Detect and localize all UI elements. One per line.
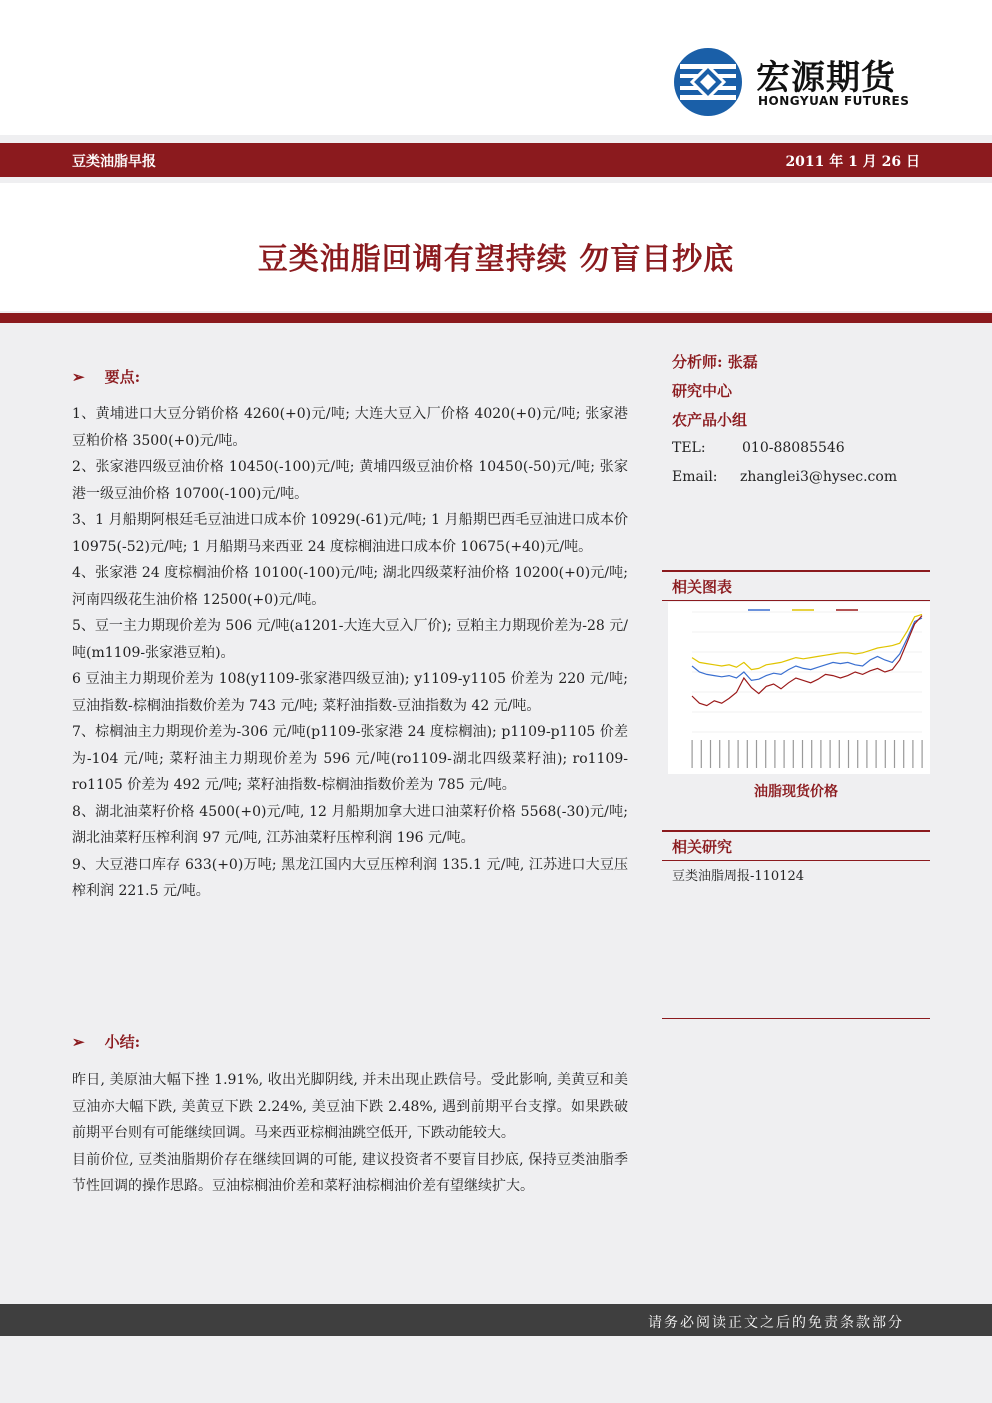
logo-name-en: HONGYUAN FUTURES bbox=[758, 94, 910, 108]
x-tick-mark bbox=[811, 740, 812, 768]
related-research-heading: 相关研究 bbox=[672, 838, 733, 856]
report-header-bar bbox=[0, 143, 992, 177]
x-tick-mark bbox=[774, 740, 775, 768]
analyst-dept: 研究中心 bbox=[672, 382, 733, 400]
x-tick-mark bbox=[701, 740, 702, 768]
related-research-header bbox=[662, 830, 930, 861]
x-tick-mark bbox=[784, 740, 785, 768]
price-chart-svg bbox=[668, 602, 930, 774]
email-label: Email: bbox=[672, 469, 718, 485]
x-tick-mark bbox=[756, 740, 757, 768]
x-tick-mark bbox=[876, 740, 877, 768]
summary-body bbox=[72, 1067, 628, 1200]
list-item: 1、黄埔进口大豆分销价格 4260(+0)元/吨; 大连大豆入厂价格 4020(+0)元/吨; 张家港豆粕价格 3500(+0)元/吨。 bbox=[72, 406, 628, 449]
key-points-list bbox=[72, 401, 628, 905]
disclaimer-text: 请务必阅读正文之后的免责条款部分 bbox=[648, 1315, 904, 1331]
arrow-bullet-icon: ➢ bbox=[72, 1033, 85, 1051]
x-tick-mark bbox=[747, 740, 748, 768]
x-tick-mark bbox=[820, 740, 821, 768]
sidebar-divider bbox=[662, 1018, 930, 1019]
email-value[interactable]: zhanglei3@hysec.com bbox=[740, 469, 898, 485]
list-item: 7、棕榈油主力期现价差为-306 元/吨(p1109-张家港 24 度棕榈油); p1109-p1105 价差为-104 元/吨; 菜籽油主力期现价差为 596 元/吨(ro1109-湖北四级菜籽油); ro1109-ro1105 价差为 492 元/吨; 菜籽油指数-棕榈油指数价差为 785 元/吨。 bbox=[72, 724, 628, 793]
related-research-item[interactable]: 豆类油脂周报-110124 bbox=[672, 869, 805, 884]
tel-label: TEL: bbox=[672, 440, 706, 456]
x-tick-mark bbox=[903, 740, 904, 768]
x-tick-mark bbox=[802, 740, 803, 768]
x-tick-mark bbox=[922, 740, 923, 768]
list-item: 6 豆油主力期现价差为 108(y1109-张家港四级豆油); y1109-y1105 价差为 220 元/吨; 豆油指数-棕榈油指数价差为 743 元/吨; 菜籽油指数-豆油指数为 42 元/吨。 bbox=[72, 671, 628, 714]
x-tick-mark bbox=[692, 740, 693, 768]
list-item: 3、1 月船期阿根廷毛豆油进口成本价 10929(-61)元/吨; 1 月船期巴西毛豆油进口成本价 10975(-52)元/吨; 1 月船期马来西亚 24 度棕榈油进口成本价 10675(+40)元/吨。 bbox=[72, 512, 628, 555]
price-chart bbox=[668, 602, 930, 774]
summary-paragraph: 目前价位, 豆类油脂期价存在继续回调的可能, 建议投资者不要盲目抄底, 保持豆类油脂季节性回调的操作思路。豆油棕榈油价差和菜籽油棕榈油价差有望继续扩大。 bbox=[72, 1151, 628, 1194]
analyst-group: 农产品小组 bbox=[672, 411, 748, 429]
analyst-name: 分析师: 张磊 bbox=[672, 353, 758, 371]
x-tick-mark bbox=[885, 740, 886, 768]
x-tick-mark bbox=[912, 740, 913, 768]
x-tick-mark bbox=[719, 740, 720, 768]
x-tick-mark bbox=[866, 740, 867, 768]
summary-heading bbox=[72, 1031, 140, 1052]
x-tick-mark bbox=[830, 740, 831, 768]
summary-paragraph: 昨日, 美原油大幅下挫 1.91%, 收出光脚阴线, 并未出现止跌信号。受此影响, 美黄豆和美豆油亦大幅下跌, 美黄豆下跌 2.24%, 美豆油下跌 2.48%, 遇到前期平台支撑。如果跌破前期平台则有可能继续回调。马来西亚棕榈油跳空低开, 下跌动能较大。 bbox=[72, 1072, 628, 1141]
x-tick-mark bbox=[848, 740, 849, 768]
x-tick-mark bbox=[839, 740, 840, 768]
x-tick-mark bbox=[894, 740, 895, 768]
key-points-heading-label: 要点: bbox=[104, 368, 141, 386]
list-item: 5、豆一主力期现价差为 506 元/吨(a1201-大连大豆入厂价); 豆粕主力期现价差为-28 元/吨(m1109-张家港豆粕)。 bbox=[72, 618, 628, 661]
tel-value: 010-88085546 bbox=[742, 440, 845, 456]
related-chart-header bbox=[662, 570, 930, 601]
contact-email bbox=[672, 469, 898, 485]
list-item: 9、大豆港口库存 633(+0)万吨; 黑龙江国内大豆压榨利润 135.1 元/吨, 江苏进口大豆压榨利润 221.5 元/吨。 bbox=[72, 856, 628, 899]
analyst-block bbox=[672, 348, 932, 435]
x-tick-mark bbox=[710, 740, 711, 768]
list-item: 4、张家港 24 度棕榈油价格 10100(-100)元/吨; 湖北四级菜籽油价格 10200(+0)元/吨; 河南四级花生油价格 12500(+0)元/吨。 bbox=[72, 565, 628, 608]
title-divider bbox=[0, 313, 992, 323]
hongyuan-logo-icon bbox=[672, 46, 744, 118]
list-item: 2、张家港四级豆油价格 10450(-100)元/吨; 黄埔四级豆油价格 10450(-50)元/吨; 张家港一级豆油价格 10700(-100)元/吨。 bbox=[72, 459, 628, 502]
report-type: 豆类油脂早报 bbox=[72, 154, 156, 170]
logo-name-cn: 宏源期货 bbox=[756, 58, 896, 98]
summary-heading-label: 小结: bbox=[104, 1033, 141, 1051]
arrow-bullet-icon: ➢ bbox=[72, 368, 85, 386]
company-logo bbox=[672, 46, 922, 118]
x-tick-mark bbox=[738, 740, 739, 768]
report-date: 2011 年 1 月 26 日 bbox=[785, 154, 920, 170]
key-points-heading bbox=[72, 366, 140, 387]
x-tick-mark bbox=[728, 740, 729, 768]
related-chart-heading: 相关图表 bbox=[672, 578, 733, 596]
list-item: 8、湖北油菜籽价格 4500(+0)元/吨, 12 月船期加拿大进口油菜籽价格 5568(-30)元/吨; 湖北油菜籽压榨利润 97 元/吨, 江苏油菜籽压榨利润 196 元/吨。 bbox=[72, 803, 628, 846]
page-title: 豆类油脂回调有望持续 勿盲目抄底 bbox=[257, 242, 735, 277]
contact-tel bbox=[672, 440, 845, 456]
x-tick-mark bbox=[793, 740, 794, 768]
x-tick-mark bbox=[857, 740, 858, 768]
footer-bar bbox=[0, 1304, 992, 1336]
chart-caption: 油脂现货价格 bbox=[754, 784, 838, 800]
x-tick-mark bbox=[765, 740, 766, 768]
